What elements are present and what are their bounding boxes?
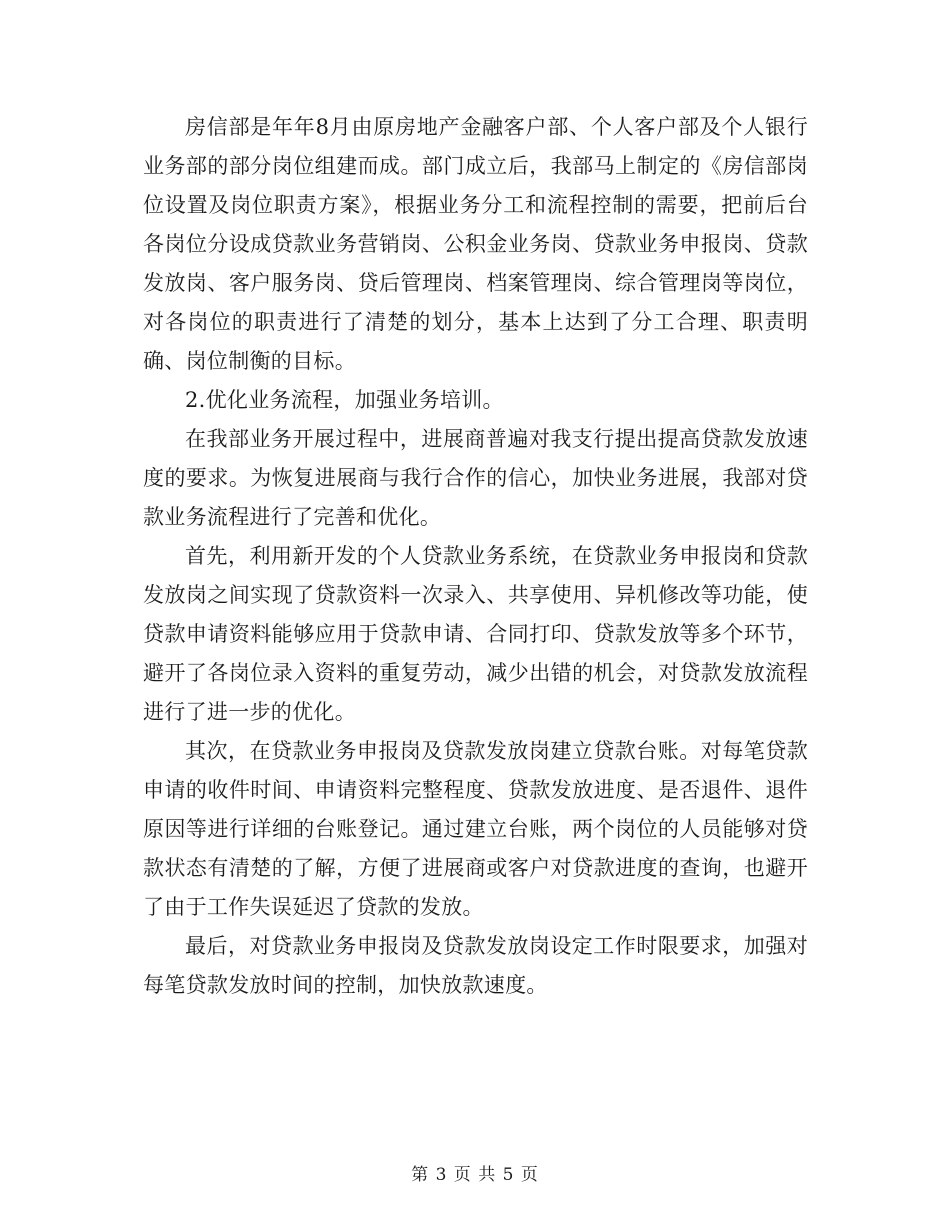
paragraph-second: 其次，在贷款业务申报岗及贷款发放岗建立贷款台账。对每笔贷款申请的收件时间、申请资料完整程度、贷款发放进度、是否退件、退件原因等进行详细的台账登记。通过建立台账，两个岗位的人员能够对贷款状态有清楚的了解，方便了进展商或客户对贷款进度的查询，也避开了由于工作失误延迟了贷款的发放。 [143,739,808,919]
paragraph-last: 最后，对贷款业务申报岗及贷款发放岗设定工作时限要求，加强对每笔贷款发放时间的控制，加快放款速度。 [143,934,808,997]
page-number: 第 3 页 共 5 页 [411,1165,539,1185]
paragraph-process: 在我部业务开展过程中，进展商普遍对我支行提出提高贷款发放速度的要求。为恢复进展商与我行合作的信心，加快业务进展，我部对贷款业务流程进行了完善和优化。 [143,427,808,529]
paragraph-intro: 房信部是年年8月由原房地产金融客户部、个人客户部及个人银行业务部的部分岗位组建而成。部门成立后，我部马上制定的《房信部岗位设置及岗位职责方案》，根据业务分工和流程控制的需要，把前后台各岗位分设成贷款业务营销岗、公积金业务岗、贷款业务申报岗、贷款发放岗、客户服务岗、贷后管理岗、档案管理岗、综合管理岗等岗位，对各岗位的职责进行了清楚的划分，基本上达到了分工合理、职责明确、岗位制衡的目标。 [143,115,808,373]
paragraph-first: 首先，利用新开发的个人贷款业务系统，在贷款业务申报岗和贷款发放岗之间实现了贷款资料一次录入、共享使用、异机修改等功能，使贷款申请资料能够应用于贷款申请、合同打印、贷款发放等多个环节，避开了各岗位录入资料的重复劳动，减少出错的机会，对贷款发放流程进行了进一步的优化。 [143,544,808,724]
page-footer [0,1160,950,1185]
document-body [143,108,808,1005]
section-heading: 2.优化业务流程，加强业务培训。 [185,388,504,412]
